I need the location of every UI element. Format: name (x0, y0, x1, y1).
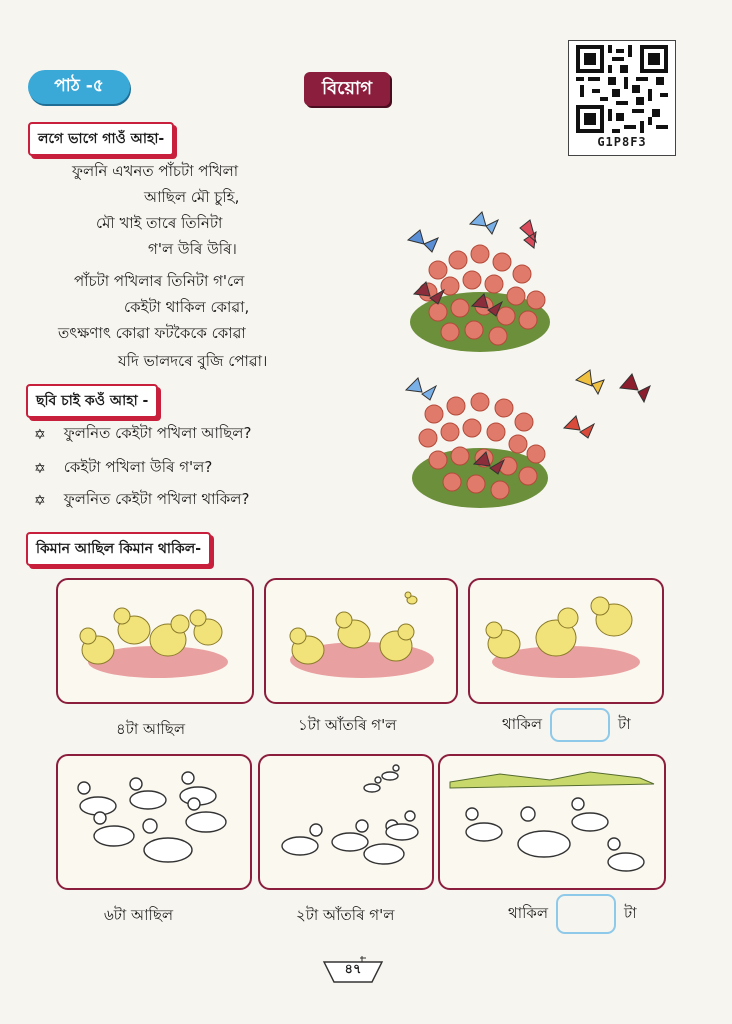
ducks-swimming-away-image (260, 756, 432, 888)
row1-caption-had: ৪টা আছিল (116, 720, 186, 738)
row2-caption-gone: ২টা আঁতৰি গ'ল (296, 906, 395, 924)
question-text: ফুলনিত কেইটা পখিলা আছিল? (63, 424, 252, 442)
poem-section-heading (28, 122, 174, 156)
chick-walking-away-image (266, 580, 456, 702)
star-of-david-icon: ✡ (34, 426, 46, 443)
poem-line: পাঁচটা পখিলাৰ তিনিটা গ'লে (74, 272, 245, 290)
remain-suffix: টা (618, 714, 631, 733)
page-title (304, 72, 390, 106)
poem-line: ফুলনি এখনত পাঁচটা পখিলা (72, 162, 239, 180)
poem-line: গ'ল উৰি উৰি। (148, 240, 237, 258)
star-of-david-icon: ✡ (34, 460, 46, 477)
flower-bush-butterflies-image (398, 210, 568, 360)
poem-line: যদি ভালদৰে বুজি পোৱা। (118, 352, 268, 370)
page-number-boat (322, 956, 384, 984)
six-ducks-image (58, 756, 250, 888)
lesson-badge (28, 70, 130, 104)
three-chicks-image (470, 580, 662, 702)
chick-left-panel (264, 578, 458, 704)
chicks-remaining-panel (468, 578, 664, 704)
question-section-heading (26, 384, 158, 418)
qr-code[interactable] (568, 40, 676, 156)
row2-caption-had: ৬টা আছিল (104, 906, 174, 924)
poem-line: আছিল মৌ চুহি, (144, 188, 240, 206)
poem-line: তৎক্ষণাৎ কোৱা ফটকৈকে কোৱা (58, 324, 246, 342)
four-chicks-image (58, 580, 252, 702)
poem-line: মৌ খাই তাৰে তিনিটা (96, 214, 223, 232)
chicks-four-panel (56, 578, 254, 704)
question-item (34, 422, 251, 447)
question-text: কেইটা পখিলা উৰি গ'ল? (63, 458, 213, 476)
count-section-heading (26, 532, 211, 566)
remain-prefix: থাকিল (508, 903, 549, 922)
row1-answer-box[interactable] (550, 708, 610, 742)
question-item (34, 488, 249, 513)
lesson-label: পাঠ -৫ (54, 76, 104, 96)
question-item (34, 456, 212, 481)
star-of-david-icon: ✡ (34, 492, 46, 509)
four-ducks-image (440, 756, 664, 888)
question-text: ফুলনিত কেইটা পখিলা থাকিল? (63, 490, 250, 508)
flower-bush-remaining-butterflies-image (398, 368, 660, 518)
row1-caption-gone: ১টা আঁতৰি গ'ল (298, 716, 397, 734)
ducks-six-panel (56, 754, 252, 890)
row2-answer-box[interactable] (556, 894, 616, 934)
qr-code-text: G1P8F3 (597, 135, 647, 149)
page-number: ৪৭ (344, 962, 362, 977)
poem-heading-text: লগে ভাগে গাওঁ আহা- (38, 131, 165, 147)
ducks-left-panel (258, 754, 434, 890)
qr-code-icon (576, 45, 668, 133)
count-heading-text: কিমান আছিল কিমান থাকিল- (36, 541, 202, 557)
question-heading-text: ছবি চাই কওঁ আহা - (36, 393, 149, 409)
title-text: বিয়োগ (321, 77, 373, 99)
ducks-remaining-panel (438, 754, 666, 890)
remain-prefix: থাকিল (502, 714, 543, 733)
row2-remain (508, 894, 637, 934)
poem-line: কেইটা থাকিল কোৱা, (124, 298, 250, 316)
row1-remain (502, 708, 631, 742)
remain-suffix: টা (624, 903, 637, 922)
